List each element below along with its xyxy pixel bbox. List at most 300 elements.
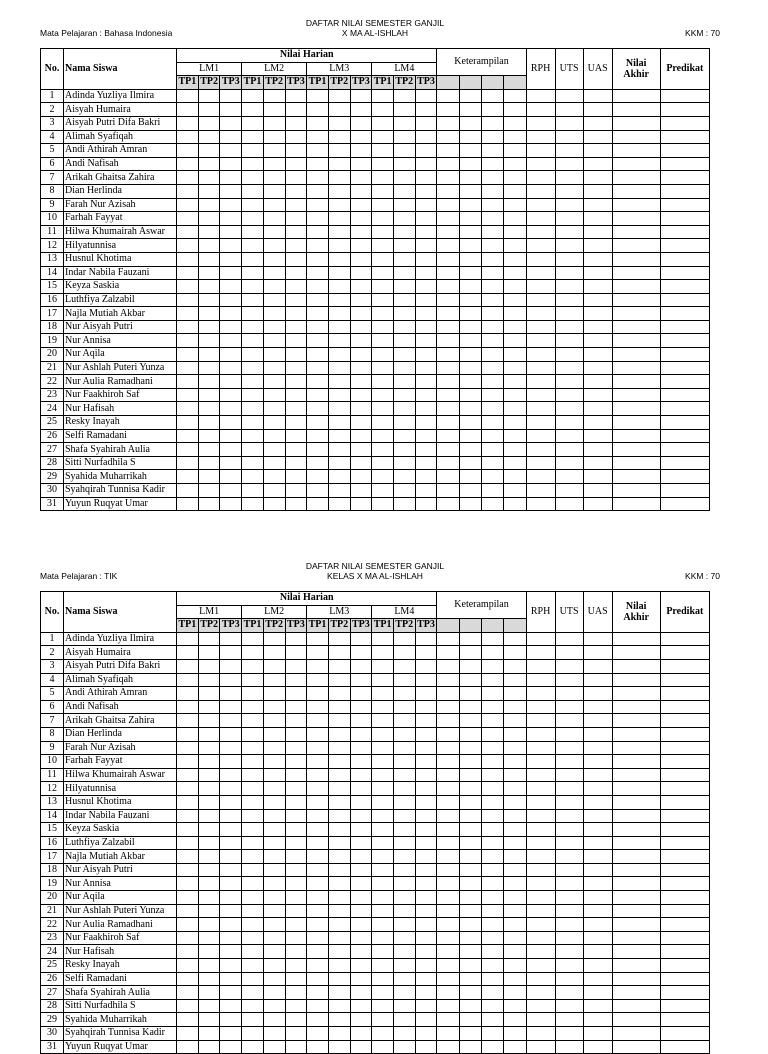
grade-cell[interactable]: [242, 212, 264, 226]
grade-cell[interactable]: [504, 768, 526, 782]
grade-cell[interactable]: [177, 714, 199, 728]
grade-cell[interactable]: [555, 348, 583, 362]
grade-cell[interactable]: [220, 239, 242, 253]
grade-cell[interactable]: [612, 727, 660, 741]
grade-cell[interactable]: [328, 198, 350, 212]
grade-cell[interactable]: [242, 429, 264, 443]
grade-cell[interactable]: [328, 239, 350, 253]
grade-cell[interactable]: [328, 497, 350, 511]
grade-cell[interactable]: [504, 157, 526, 171]
grade-cell[interactable]: [263, 850, 285, 864]
grade-cell[interactable]: [415, 687, 437, 701]
grade-cell[interactable]: [350, 809, 372, 823]
grade-cell[interactable]: [372, 348, 394, 362]
grade-cell[interactable]: [660, 999, 709, 1013]
grade-cell[interactable]: [372, 497, 394, 511]
grade-cell[interactable]: [526, 402, 555, 416]
grade-cell[interactable]: [177, 1013, 199, 1027]
grade-cell[interactable]: [459, 484, 481, 498]
grade-cell[interactable]: [583, 470, 612, 484]
grade-cell[interactable]: [263, 918, 285, 932]
grade-cell[interactable]: [555, 673, 583, 687]
grade-cell[interactable]: [393, 1013, 415, 1027]
grade-cell[interactable]: [372, 687, 394, 701]
grade-cell[interactable]: [660, 795, 709, 809]
grade-cell[interactable]: [220, 632, 242, 646]
grade-cell[interactable]: [459, 782, 481, 796]
grade-cell[interactable]: [415, 157, 437, 171]
grade-cell[interactable]: [198, 863, 220, 877]
grade-cell[interactable]: [177, 402, 199, 416]
grade-cell[interactable]: [555, 877, 583, 891]
grade-cell[interactable]: [220, 673, 242, 687]
grade-cell[interactable]: [263, 972, 285, 986]
grade-cell[interactable]: [481, 348, 503, 362]
grade-cell[interactable]: [459, 416, 481, 430]
grade-cell[interactable]: [459, 280, 481, 294]
grade-cell[interactable]: [526, 904, 555, 918]
grade-cell[interactable]: [481, 157, 503, 171]
grade-cell[interactable]: [372, 700, 394, 714]
grade-cell[interactable]: [263, 632, 285, 646]
grade-cell[interactable]: [328, 659, 350, 673]
grade-cell[interactable]: [307, 443, 329, 457]
grade-cell[interactable]: [220, 416, 242, 430]
grade-cell[interactable]: [415, 673, 437, 687]
grade-cell[interactable]: [660, 252, 709, 266]
grade-cell[interactable]: [393, 484, 415, 498]
grade-cell[interactable]: [328, 700, 350, 714]
grade-cell[interactable]: [526, 484, 555, 498]
grade-cell[interactable]: [242, 484, 264, 498]
grade-cell[interactable]: [504, 484, 526, 498]
grade-cell[interactable]: [612, 836, 660, 850]
grade-cell[interactable]: [307, 116, 329, 130]
grade-cell[interactable]: [285, 646, 307, 660]
grade-cell[interactable]: [612, 171, 660, 185]
grade-cell[interactable]: [660, 89, 709, 103]
grade-cell[interactable]: [263, 171, 285, 185]
grade-cell[interactable]: [372, 891, 394, 905]
grade-cell[interactable]: [437, 714, 459, 728]
grade-cell[interactable]: [612, 959, 660, 973]
grade-cell[interactable]: [242, 280, 264, 294]
grade-cell[interactable]: [372, 443, 394, 457]
grade-cell[interactable]: [285, 157, 307, 171]
grade-cell[interactable]: [555, 850, 583, 864]
grade-cell[interactable]: [263, 361, 285, 375]
grade-cell[interactable]: [220, 198, 242, 212]
grade-cell[interactable]: [437, 320, 459, 334]
grade-cell[interactable]: [198, 999, 220, 1013]
grade-cell[interactable]: [415, 727, 437, 741]
grade-cell[interactable]: [372, 673, 394, 687]
grade-cell[interactable]: [415, 429, 437, 443]
grade-cell[interactable]: [526, 144, 555, 158]
grade-cell[interactable]: [177, 945, 199, 959]
grade-cell[interactable]: [177, 632, 199, 646]
grade-cell[interactable]: [481, 959, 503, 973]
grade-cell[interactable]: [660, 1027, 709, 1041]
grade-cell[interactable]: [263, 795, 285, 809]
grade-cell[interactable]: [481, 456, 503, 470]
grade-cell[interactable]: [437, 429, 459, 443]
grade-cell[interactable]: [526, 130, 555, 144]
grade-cell[interactable]: [263, 836, 285, 850]
grade-cell[interactable]: [481, 632, 503, 646]
grade-cell[interactable]: [242, 225, 264, 239]
grade-cell[interactable]: [242, 103, 264, 117]
grade-cell[interactable]: [328, 130, 350, 144]
grade-cell[interactable]: [263, 823, 285, 837]
grade-cell[interactable]: [555, 972, 583, 986]
grade-cell[interactable]: [307, 429, 329, 443]
grade-cell[interactable]: [285, 891, 307, 905]
grade-cell[interactable]: [372, 768, 394, 782]
grade-cell[interactable]: [583, 700, 612, 714]
grade-cell[interactable]: [526, 673, 555, 687]
grade-cell[interactable]: [583, 388, 612, 402]
grade-cell[interactable]: [459, 388, 481, 402]
grade-cell[interactable]: [372, 252, 394, 266]
grade-cell[interactable]: [583, 782, 612, 796]
grade-cell[interactable]: [242, 157, 264, 171]
grade-cell[interactable]: [526, 823, 555, 837]
grade-cell[interactable]: [481, 727, 503, 741]
grade-cell[interactable]: [372, 809, 394, 823]
grade-cell[interactable]: [350, 972, 372, 986]
grade-cell[interactable]: [177, 659, 199, 673]
grade-cell[interactable]: [504, 1040, 526, 1054]
grade-cell[interactable]: [555, 225, 583, 239]
grade-cell[interactable]: [372, 877, 394, 891]
grade-cell[interactable]: [415, 741, 437, 755]
grade-cell[interactable]: [372, 795, 394, 809]
grade-cell[interactable]: [437, 361, 459, 375]
grade-cell[interactable]: [350, 184, 372, 198]
grade-cell[interactable]: [350, 212, 372, 226]
grade-cell[interactable]: [437, 700, 459, 714]
grade-cell[interactable]: [612, 388, 660, 402]
grade-cell[interactable]: [526, 116, 555, 130]
grade-cell[interactable]: [583, 959, 612, 973]
grade-cell[interactable]: [372, 144, 394, 158]
grade-cell[interactable]: [393, 239, 415, 253]
grade-cell[interactable]: [220, 755, 242, 769]
grade-cell[interactable]: [263, 646, 285, 660]
grade-cell[interactable]: [481, 239, 503, 253]
grade-cell[interactable]: [660, 293, 709, 307]
grade-cell[interactable]: [263, 307, 285, 321]
grade-cell[interactable]: [555, 484, 583, 498]
grade-cell[interactable]: [459, 456, 481, 470]
grade-cell[interactable]: [177, 456, 199, 470]
grade-cell[interactable]: [393, 727, 415, 741]
grade-cell[interactable]: [660, 198, 709, 212]
grade-cell[interactable]: [177, 918, 199, 932]
grade-cell[interactable]: [459, 184, 481, 198]
grade-cell[interactable]: [583, 484, 612, 498]
grade-cell[interactable]: [555, 416, 583, 430]
grade-cell[interactable]: [177, 1040, 199, 1054]
grade-cell[interactable]: [555, 986, 583, 1000]
grade-cell[interactable]: [198, 144, 220, 158]
grade-cell[interactable]: [198, 795, 220, 809]
grade-cell[interactable]: [285, 850, 307, 864]
grade-cell[interactable]: [198, 823, 220, 837]
grade-cell[interactable]: [307, 225, 329, 239]
grade-cell[interactable]: [555, 945, 583, 959]
grade-cell[interactable]: [504, 659, 526, 673]
grade-cell[interactable]: [328, 470, 350, 484]
grade-cell[interactable]: [177, 266, 199, 280]
grade-cell[interactable]: [612, 89, 660, 103]
grade-cell[interactable]: [177, 741, 199, 755]
grade-cell[interactable]: [660, 809, 709, 823]
grade-cell[interactable]: [393, 986, 415, 1000]
grade-cell[interactable]: [526, 443, 555, 457]
grade-cell[interactable]: [263, 456, 285, 470]
grade-cell[interactable]: [583, 918, 612, 932]
grade-cell[interactable]: [583, 239, 612, 253]
grade-cell[interactable]: [504, 945, 526, 959]
grade-cell[interactable]: [220, 130, 242, 144]
grade-cell[interactable]: [220, 293, 242, 307]
grade-cell[interactable]: [285, 823, 307, 837]
grade-cell[interactable]: [660, 918, 709, 932]
grade-cell[interactable]: [393, 429, 415, 443]
grade-cell[interactable]: [242, 307, 264, 321]
grade-cell[interactable]: [437, 144, 459, 158]
grade-cell[interactable]: [415, 280, 437, 294]
grade-cell[interactable]: [177, 768, 199, 782]
grade-cell[interactable]: [372, 945, 394, 959]
grade-cell[interactable]: [198, 443, 220, 457]
grade-cell[interactable]: [177, 1027, 199, 1041]
grade-cell[interactable]: [481, 184, 503, 198]
grade-cell[interactable]: [583, 443, 612, 457]
grade-cell[interactable]: [612, 877, 660, 891]
grade-cell[interactable]: [481, 782, 503, 796]
grade-cell[interactable]: [555, 456, 583, 470]
grade-cell[interactable]: [583, 416, 612, 430]
grade-cell[interactable]: [242, 470, 264, 484]
grade-cell[interactable]: [437, 986, 459, 1000]
grade-cell[interactable]: [242, 320, 264, 334]
grade-cell[interactable]: [198, 484, 220, 498]
grade-cell[interactable]: [612, 239, 660, 253]
grade-cell[interactable]: [220, 877, 242, 891]
grade-cell[interactable]: [583, 144, 612, 158]
grade-cell[interactable]: [220, 252, 242, 266]
grade-cell[interactable]: [612, 1027, 660, 1041]
grade-cell[interactable]: [612, 443, 660, 457]
grade-cell[interactable]: [526, 89, 555, 103]
grade-cell[interactable]: [481, 659, 503, 673]
grade-cell[interactable]: [555, 429, 583, 443]
grade-cell[interactable]: [198, 904, 220, 918]
grade-cell[interactable]: [242, 891, 264, 905]
grade-cell[interactable]: [263, 443, 285, 457]
grade-cell[interactable]: [328, 184, 350, 198]
grade-cell[interactable]: [307, 945, 329, 959]
grade-cell[interactable]: [504, 673, 526, 687]
grade-cell[interactable]: [177, 755, 199, 769]
grade-cell[interactable]: [612, 144, 660, 158]
grade-cell[interactable]: [612, 307, 660, 321]
grade-cell[interactable]: [583, 293, 612, 307]
grade-cell[interactable]: [177, 375, 199, 389]
grade-cell[interactable]: [415, 782, 437, 796]
grade-cell[interactable]: [481, 198, 503, 212]
grade-cell[interactable]: [555, 334, 583, 348]
grade-cell[interactable]: [198, 157, 220, 171]
grade-cell[interactable]: [393, 891, 415, 905]
grade-cell[interactable]: [372, 632, 394, 646]
grade-cell[interactable]: [285, 931, 307, 945]
grade-cell[interactable]: [612, 348, 660, 362]
grade-cell[interactable]: [372, 863, 394, 877]
grade-cell[interactable]: [350, 429, 372, 443]
grade-cell[interactable]: [307, 1013, 329, 1027]
grade-cell[interactable]: [177, 198, 199, 212]
grade-cell[interactable]: [242, 375, 264, 389]
grade-cell[interactable]: [393, 402, 415, 416]
grade-cell[interactable]: [459, 116, 481, 130]
grade-cell[interactable]: [526, 850, 555, 864]
grade-cell[interactable]: [660, 972, 709, 986]
grade-cell[interactable]: [526, 252, 555, 266]
grade-cell[interactable]: [372, 334, 394, 348]
grade-cell[interactable]: [198, 687, 220, 701]
grade-cell[interactable]: [285, 116, 307, 130]
grade-cell[interactable]: [198, 673, 220, 687]
grade-cell[interactable]: [526, 999, 555, 1013]
grade-cell[interactable]: [177, 89, 199, 103]
grade-cell[interactable]: [307, 741, 329, 755]
grade-cell[interactable]: [393, 945, 415, 959]
grade-cell[interactable]: [328, 171, 350, 185]
grade-cell[interactable]: [437, 402, 459, 416]
grade-cell[interactable]: [393, 320, 415, 334]
grade-cell[interactable]: [372, 484, 394, 498]
grade-cell[interactable]: [177, 782, 199, 796]
grade-cell[interactable]: [437, 416, 459, 430]
grade-cell[interactable]: [307, 646, 329, 660]
grade-cell[interactable]: [612, 714, 660, 728]
grade-cell[interactable]: [612, 320, 660, 334]
grade-cell[interactable]: [526, 700, 555, 714]
grade-cell[interactable]: [526, 184, 555, 198]
grade-cell[interactable]: [526, 741, 555, 755]
grade-cell[interactable]: [263, 225, 285, 239]
grade-cell[interactable]: [328, 755, 350, 769]
grade-cell[interactable]: [372, 416, 394, 430]
grade-cell[interactable]: [198, 714, 220, 728]
grade-cell[interactable]: [372, 184, 394, 198]
grade-cell[interactable]: [177, 850, 199, 864]
grade-cell[interactable]: [583, 184, 612, 198]
grade-cell[interactable]: [328, 361, 350, 375]
grade-cell[interactable]: [583, 891, 612, 905]
grade-cell[interactable]: [583, 89, 612, 103]
grade-cell[interactable]: [198, 850, 220, 864]
grade-cell[interactable]: [263, 116, 285, 130]
grade-cell[interactable]: [285, 416, 307, 430]
grade-cell[interactable]: [504, 252, 526, 266]
grade-cell[interactable]: [350, 768, 372, 782]
grade-cell[interactable]: [285, 307, 307, 321]
grade-cell[interactable]: [350, 252, 372, 266]
grade-cell[interactable]: [660, 429, 709, 443]
grade-cell[interactable]: [481, 388, 503, 402]
grade-cell[interactable]: [437, 130, 459, 144]
grade-cell[interactable]: [263, 348, 285, 362]
grade-cell[interactable]: [328, 388, 350, 402]
grade-cell[interactable]: [285, 212, 307, 226]
grade-cell[interactable]: [459, 320, 481, 334]
grade-cell[interactable]: [198, 184, 220, 198]
grade-cell[interactable]: [437, 116, 459, 130]
grade-cell[interactable]: [372, 1027, 394, 1041]
grade-cell[interactable]: [660, 212, 709, 226]
grade-cell[interactable]: [263, 931, 285, 945]
grade-cell[interactable]: [285, 103, 307, 117]
grade-cell[interactable]: [307, 795, 329, 809]
grade-cell[interactable]: [481, 931, 503, 945]
grade-cell[interactable]: [459, 795, 481, 809]
grade-cell[interactable]: [437, 280, 459, 294]
grade-cell[interactable]: [437, 931, 459, 945]
grade-cell[interactable]: [307, 361, 329, 375]
grade-cell[interactable]: [481, 307, 503, 321]
grade-cell[interactable]: [555, 768, 583, 782]
grade-cell[interactable]: [328, 280, 350, 294]
grade-cell[interactable]: [612, 116, 660, 130]
grade-cell[interactable]: [393, 809, 415, 823]
grade-cell[interactable]: [393, 157, 415, 171]
grade-cell[interactable]: [263, 334, 285, 348]
grade-cell[interactable]: [307, 999, 329, 1013]
grade-cell[interactable]: [350, 714, 372, 728]
grade-cell[interactable]: [350, 850, 372, 864]
grade-cell[interactable]: [242, 293, 264, 307]
grade-cell[interactable]: [177, 673, 199, 687]
grade-cell[interactable]: [263, 714, 285, 728]
grade-cell[interactable]: [328, 484, 350, 498]
grade-cell[interactable]: [177, 280, 199, 294]
grade-cell[interactable]: [393, 850, 415, 864]
grade-cell[interactable]: [285, 130, 307, 144]
grade-cell[interactable]: [263, 429, 285, 443]
grade-cell[interactable]: [307, 484, 329, 498]
grade-cell[interactable]: [198, 456, 220, 470]
grade-cell[interactable]: [555, 388, 583, 402]
grade-cell[interactable]: [481, 714, 503, 728]
grade-cell[interactable]: [328, 348, 350, 362]
grade-cell[interactable]: [504, 402, 526, 416]
grade-cell[interactable]: [660, 877, 709, 891]
grade-cell[interactable]: [220, 266, 242, 280]
grade-cell[interactable]: [242, 768, 264, 782]
grade-cell[interactable]: [415, 89, 437, 103]
grade-cell[interactable]: [415, 212, 437, 226]
grade-cell[interactable]: [328, 986, 350, 1000]
grade-cell[interactable]: [198, 320, 220, 334]
grade-cell[interactable]: [263, 280, 285, 294]
grade-cell[interactable]: [393, 700, 415, 714]
grade-cell[interactable]: [307, 904, 329, 918]
